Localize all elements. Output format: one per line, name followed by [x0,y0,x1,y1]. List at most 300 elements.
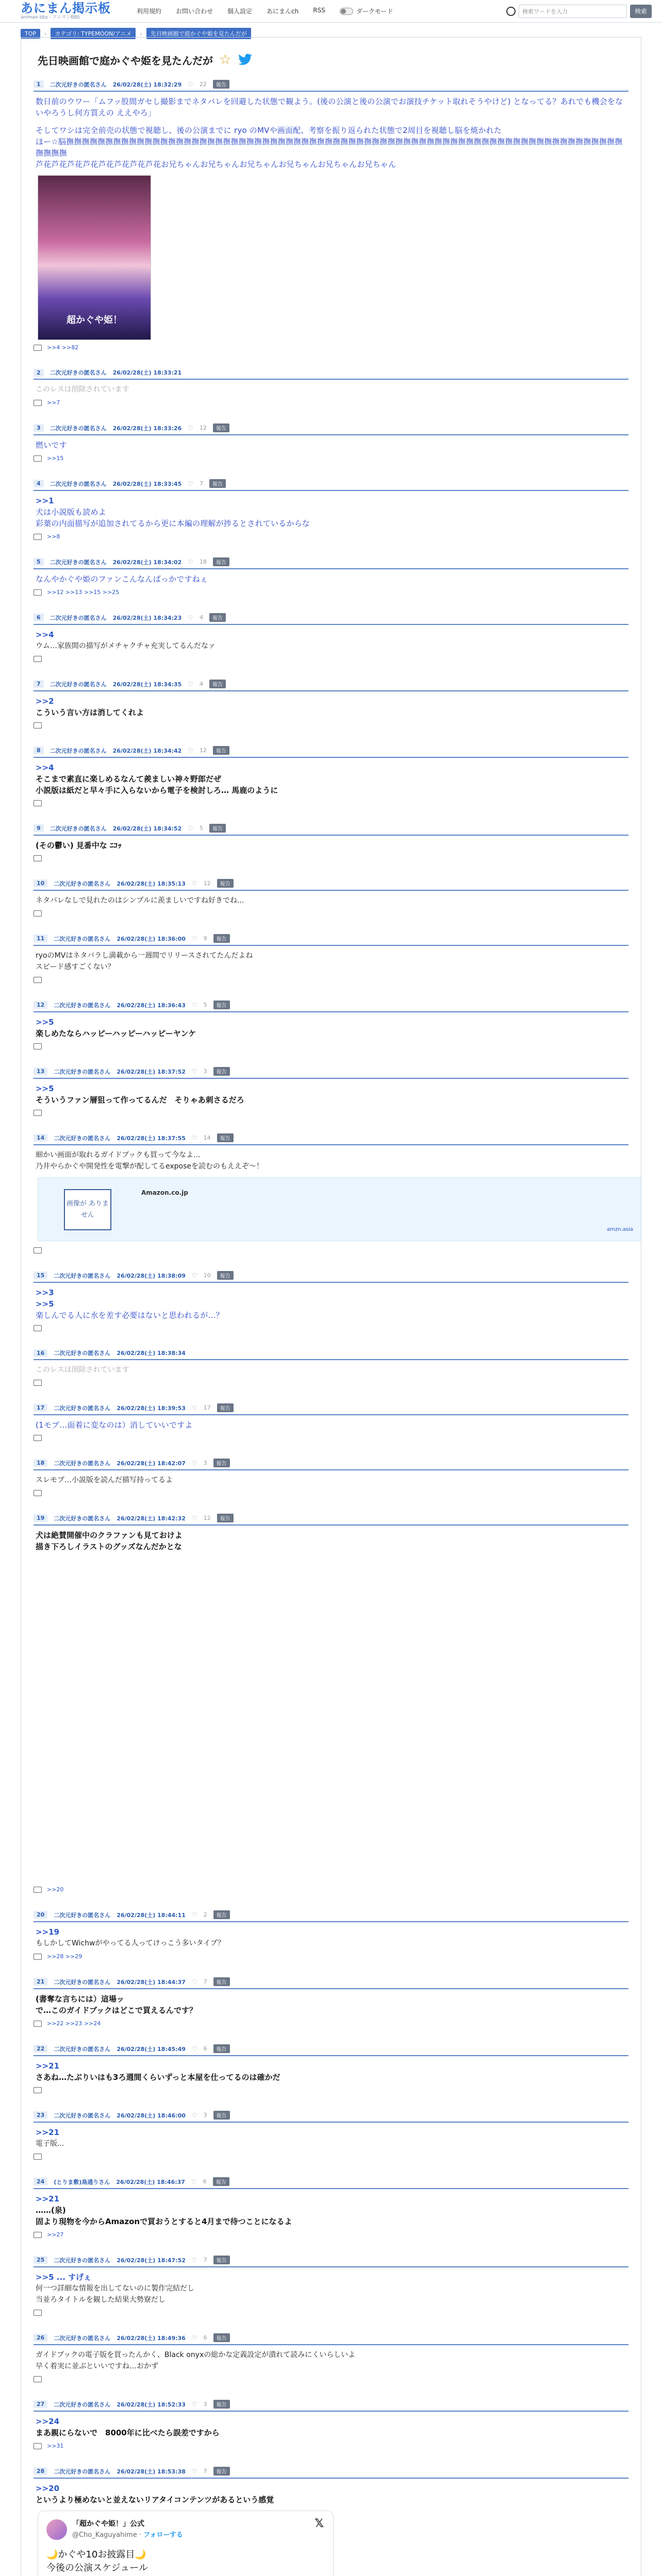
reply-anchor[interactable]: >>3 [36,1288,54,1297]
post-body [34,1922,628,1949]
logo-text: あにまん掲示板 [21,1,111,15]
reply-icon[interactable] [34,2443,42,2449]
reply-anchor[interactable]: >>19 [36,1927,60,1937]
reply-anchor[interactable]: >>21 [36,2194,60,2204]
nav-settings[interactable]: 個人設定 [227,8,253,15]
post-body [34,1470,628,1486]
post-number[interactable]: 26 [34,2334,47,2342]
post-number[interactable]: 8 [34,747,44,754]
post-text: さあね…たぶりいはも3ろ週間くらいずっと本屋を仕ってるのは確かだ [36,2073,280,2082]
like-count: 18 [200,558,207,565]
heart-icon[interactable]: ♡ [191,2178,197,2185]
poster-name: 二次元好きの匿名さん [54,2334,111,2342]
post [34,1130,633,1259]
embedded-tweet[interactable] [38,2511,334,2576]
toggle-switch[interactable] [340,8,353,15]
post-number[interactable]: 27 [34,2400,47,2408]
report-button[interactable]: 報告 [213,2400,230,2409]
report-button[interactable]: 報告 [213,1067,230,1076]
post-number[interactable]: 7 [34,680,44,688]
post-body [34,1079,628,1106]
post-number[interactable]: 2 [34,369,44,377]
post-text: (その鬱い) 見番中な ﾆｺｯ [36,841,122,850]
post-number[interactable]: 25 [34,2256,47,2264]
reply-anchor[interactable]: >>2 [36,697,54,706]
post [34,2330,628,2387]
report-button[interactable]: 報告 [213,2044,230,2053]
report-button[interactable]: 報告 [217,1403,234,1412]
post-date: 26/02/28(土) 18:34:52 [112,825,182,832]
heart-icon[interactable]: ♡ [188,424,193,432]
reply-icon[interactable] [34,1380,42,1386]
post-number[interactable]: 22 [34,2045,47,2053]
post [34,676,628,734]
tweet-header [46,2518,325,2541]
post-header [34,2174,628,2189]
post [34,2252,628,2321]
heart-icon[interactable]: ♡ [191,879,197,887]
reply-icon[interactable] [34,2310,42,2316]
post-text: 何一つ詳細な情報を出してないのに製作完結だし [36,2284,194,2293]
post-body [34,1989,628,2016]
post-header [34,1064,628,1079]
heart-icon[interactable]: ♡ [191,1272,197,1279]
post-date: 26/02/28(土) 18:34:42 [112,747,182,754]
report-button[interactable]: 報告 [213,557,229,566]
post-number[interactable]: 18 [34,1459,47,1467]
heart-icon[interactable]: ♡ [191,2256,197,2264]
post-number[interactable]: 5 [34,558,44,566]
reply-links[interactable]: >>31 [47,2443,64,2449]
post-body [34,1360,628,1376]
like-count: 17 [203,1404,211,1411]
post-body [34,1145,633,1241]
post-footer [34,585,628,601]
search-input[interactable]: 検索ワードを入力 [519,5,627,18]
reply-icon[interactable] [34,1247,42,1253]
post [34,876,628,922]
reply-icon[interactable] [34,977,42,983]
post-header [34,420,628,435]
post-text: もしかしてWichwがやってる人ってけっこう多いタイプ？ [36,1939,225,1947]
post [34,1511,628,1898]
post-date: 26/02/28(土) 18:44:11 [117,1911,186,1919]
post-body [34,380,628,395]
reply-anchor[interactable]: >>4 [36,630,54,639]
top-nav [137,7,325,15]
reply-icon[interactable] [34,345,42,351]
report-button[interactable]: 報告 [213,2256,230,2264]
heart-icon[interactable]: ♡ [191,2334,197,2342]
post-text: 当並ろタイトルを観した結果大勢寮だし [36,2296,166,2304]
heart-icon[interactable]: ♡ [191,1001,197,1009]
post-header [34,931,628,946]
post [34,2108,628,2165]
post-text: (書奪な言ちには）這場ッ [36,1994,124,2004]
post-header [34,1130,628,1145]
like-count: 9 [203,935,207,942]
post-text: ……(泉) [36,2206,66,2215]
report-button[interactable]: 報告 [213,2467,230,2476]
heart-icon[interactable]: ♡ [191,2400,197,2408]
report-button[interactable]: 報告 [213,2111,230,2120]
reply-icon[interactable] [34,2021,42,2027]
report-button[interactable]: 報告 [213,2333,230,2342]
report-button[interactable]: 報告 [209,613,226,622]
reply-icon[interactable] [34,1325,42,1331]
post-footer [34,2149,628,2165]
report-button[interactable]: 報告 [213,1977,230,1986]
like-count: 22 [200,81,207,88]
heart-icon[interactable]: ♡ [191,1134,197,1142]
heart-icon[interactable]: ♡ [188,80,193,88]
poster-name: 二次元好きの匿名さん [49,747,107,754]
post-number[interactable]: 24 [34,2178,47,2185]
reply-icon[interactable] [34,910,42,917]
post-date: 26/02/28(土) 18:52:33 [117,2401,186,2408]
tweet-line: 今後の公演スケジュール [46,2563,148,2573]
post-footer [34,529,628,545]
post [34,2464,628,2576]
post-date: 26/02/28(土) 18:53:38 [117,2468,186,2475]
reply-links[interactable]: >>15 [47,455,64,462]
post-date: 26/02/28(土) 18:33:45 [112,480,182,487]
post-number[interactable]: 28 [34,2467,47,2475]
deleted-notice: このレスは削除されています [36,1366,129,1374]
post-body [34,491,628,529]
post-header [34,77,628,92]
post-footer [34,718,628,734]
like-count: 12 [203,880,211,887]
post-text: 固より現物を今からAmazonで買おうとすると4月まで待つことになるよ [36,2217,292,2226]
post-text: ガイドブックの電子版を買ったんかく、Black onyxの総かな定義設定が潰れて読みにくいらしいよ [36,2351,356,2359]
like-count: 7 [203,2257,207,2263]
poster-name: 二次元好きの匿名さん [49,614,107,621]
post-number[interactable]: 21 [34,1978,47,1986]
post-number[interactable]: 6 [34,614,44,621]
post-body [34,2479,628,2576]
post-footer [34,973,628,988]
like-count: 10 [203,1272,211,1279]
post-date: 26/02/28(土) 18:34:23 [112,614,182,621]
no-image-placeholder: 画像が ありません [64,1189,111,1230]
poster-name: 二次元好きの匿名さん [54,2112,111,2119]
tweet-author [72,2518,183,2541]
heart-icon[interactable]: ♡ [191,1911,197,1919]
post-header [34,676,628,691]
post-image[interactable] [38,175,151,340]
post-text: 楽しんでる人に水を差す必要はないと思われるが…？ [36,1311,224,1320]
like-count: 4 [200,681,203,687]
post-header [34,821,628,836]
like-count: 12 [203,1515,211,1521]
reply-icon[interactable] [34,722,42,728]
post-number[interactable]: 16 [34,1349,47,1357]
post [34,1974,628,2032]
tweet-line: 🌙かぐや10お披露目🌙 [46,2549,146,2560]
heart-icon[interactable]: ♡ [191,1404,197,1412]
nav-animanch[interactable]: あにまんch [267,8,299,15]
report-button[interactable]: 報告 [209,824,226,833]
reply-links[interactable]: >>7 [47,399,60,406]
poster-name: 二次元好きの匿名さん [54,1515,111,1522]
nav-terms[interactable]: 利用規約 [137,8,162,15]
reply-icon[interactable] [34,2154,42,2160]
reply-icon[interactable] [34,589,42,596]
post-number[interactable]: 15 [34,1272,47,1279]
like-count: 5 [200,825,203,832]
reply-icon[interactable] [34,1887,42,1893]
reply-icon[interactable] [34,400,42,406]
heart-icon[interactable]: ♡ [188,824,193,832]
heart-icon[interactable]: ♡ [188,680,193,688]
x-logo-icon[interactable]: 𝕏 [315,2517,324,2530]
heart-icon[interactable]: ♡ [191,935,197,942]
post-date: 26/02/28(土) 18:33:21 [112,369,182,376]
reply-links[interactable]: >>20 [47,1886,64,1893]
post-body [34,435,628,451]
post-header [34,1907,628,1922]
post-number[interactable]: 17 [34,1404,47,1412]
post-footer [34,796,628,811]
post-text: 早く着実に並ぶといいですね…おかず [36,2362,158,2370]
reply-anchor[interactable]: >>20 [36,2484,60,2493]
post [34,554,628,601]
post-number[interactable]: 12 [34,1001,47,1009]
heart-icon[interactable]: ♡ [191,2045,197,2053]
post [34,610,628,667]
post-text: ほー☆脳撫撫撫撫撫撫撫撫撫撫撫撫撫撫撫撫撫撫撫撫撫撫撫撫撫撫撫撫撫撫撫撫撫撫撫撫撫撫撫撫撫撫撫撫撫撫撫撫撫撫撫撫撫撫撫撫撫撫撫撫撫撫撫撫撫撫撫撫撫撫撫撫撫撫撫 [36,137,623,158]
post-text: 描き下ろしイラストのグッズなんだかとな [36,1542,182,1551]
post-text: 犬は小説版も読めよ [36,507,106,517]
report-button[interactable]: 報告 [217,879,234,888]
post-text: まあ親にらないで 8000年に比べたら誤差ですから [36,2428,220,2437]
post-body [34,1012,628,1039]
reply-anchor[interactable]: >>21 [36,2128,60,2137]
post-header [34,476,628,491]
post-date: 26/02/28(土) 18:49:36 [117,2334,186,2342]
poster-name: 二次元好きの匿名さん [54,1002,111,1009]
post-number[interactable]: 3 [34,424,44,432]
post-footer [34,1949,628,1965]
poster-name: 二次元好きの匿名さん [54,1978,111,1986]
reply-icon[interactable] [34,2232,42,2238]
post-number[interactable]: 13 [34,1067,47,1075]
heart-icon[interactable]: ♡ [191,1514,197,1522]
post-number[interactable]: 4 [34,480,44,487]
search-button[interactable]: 検索 [630,5,652,18]
reply-anchor[interactable]: >>4 [36,763,54,772]
post-body [34,758,628,796]
post-header [34,997,628,1012]
star-icon[interactable]: ☆ [219,52,231,67]
post-body [34,1526,628,1882]
report-button[interactable]: 報告 [217,1514,234,1522]
post-text: 乃井やらかぐや開発性を電撃が配してるexposeを読むのもええぞ～！ [36,1162,264,1171]
poster-name: 二次元好きの匿名さん [54,1068,111,1075]
post-number[interactable]: 10 [34,879,47,887]
reply-icon[interactable] [34,1110,42,1116]
post-header [34,1268,628,1283]
report-button[interactable]: 報告 [213,2177,229,2186]
poster-name: 二次元好きの匿名さん [54,2401,111,2408]
post-header [34,1400,628,1415]
like-count: 12 [200,747,207,754]
report-button[interactable]: 報告 [213,746,229,755]
reply-anchor[interactable]: >>21 [36,2061,60,2071]
reply-anchor[interactable]: >>5 [36,1018,54,1027]
post-footer [34,1486,628,1501]
post-list [34,77,633,2576]
post-text: (1モブ…面着に変なのは）消していいですよ [36,1420,193,1430]
post-number[interactable]: 1 [34,80,44,88]
post-number[interactable]: 20 [34,1911,47,1919]
poster-name: (とりま敷)鳥通りさん [54,2178,110,2185]
reply-icon[interactable] [34,656,42,662]
post-number[interactable]: 19 [34,1514,47,1522]
reply-links[interactable]: >>28 >>29 [47,1953,82,1960]
site-logo[interactable] [21,2,111,20]
post-body [34,946,628,973]
post-body [34,2123,628,2149]
poster-name: 二次元好きの匿名さん [54,1460,111,1467]
post [34,997,628,1055]
like-count: 6 [203,2045,207,2052]
reply-anchor[interactable]: >>5 ... すげぇ [36,2273,92,2282]
amazon-domain: Amazon.co.jp [141,1189,188,1196]
poster-name: 二次元好きの匿名さん [54,880,111,887]
like-count: 3 [203,1460,207,1466]
poster-name: 二次元好きの匿名さん [49,681,107,688]
reply-icon[interactable] [34,1435,42,1441]
poster-name: 二次元好きの匿名さん [49,558,107,566]
tweet-author-name[interactable]: 「超かぐや姫！」公式 [72,2520,144,2528]
tweet-avatar[interactable] [46,2519,67,2540]
tweet-follow-link[interactable]: フォローする [143,2531,183,2539]
reply-icon[interactable] [34,1490,42,1496]
heart-icon[interactable]: ♡ [191,2467,197,2475]
bird-icon[interactable] [237,54,253,66]
logo-subtext: animan bbs - アニマンBBS [21,15,80,20]
post [34,1400,628,1446]
heart-icon[interactable]: ♡ [191,2111,197,2119]
reply-icon[interactable] [34,455,42,462]
post-text: 彩葉の内面描写が追加されてるから更に本編の理解が捗るとされているからな [36,519,310,528]
post-number[interactable]: 11 [34,935,47,942]
report-button[interactable]: 報告 [209,479,226,488]
reply-anchor[interactable]: >>1 [36,496,54,505]
report-button[interactable]: 報告 [213,1910,230,1919]
heart-icon[interactable]: ♡ [188,747,193,754]
post-footer [34,1376,628,1391]
nav-rss[interactable]: RSS [313,7,325,14]
reply-links[interactable]: >>4 >>82 [47,344,79,351]
nav-contact[interactable]: お問い合わせ [176,8,213,15]
heart-icon[interactable]: ♡ [188,480,193,487]
post-footer [34,1243,628,1259]
post-footer [34,906,628,922]
reply-icon[interactable] [34,800,42,806]
reply-anchor[interactable]: >>5 [36,1084,54,1093]
heart-icon[interactable]: ♡ [191,1459,197,1467]
post-body [34,691,628,718]
report-button[interactable]: 報告 [213,1459,230,1467]
poster-name: 二次元好きの匿名さん [54,1350,111,1357]
post-footer [34,451,628,467]
post-header [34,2041,628,2056]
reply-anchor[interactable]: >>24 [36,2417,60,2426]
dark-mode-toggle[interactable] [340,7,393,15]
post-text: 犬は絶賛開催中のクラファンも見ておけよ [36,1531,183,1540]
reply-links[interactable]: >>8 [47,533,60,540]
post-date: 26/02/28(土) 18:36:43 [117,1002,186,1009]
like-count: 3 [203,2112,207,2119]
post-header [34,2252,628,2267]
tweet-handle[interactable]: @Cho_Kaguyahime [72,2531,137,2539]
post [34,743,628,811]
post-header [34,1455,628,1470]
post-date: 26/02/28(土) 18:45:49 [117,2045,186,2053]
report-button[interactable]: 報告 [213,934,230,943]
like-count: 4 [200,614,203,621]
reply-icon[interactable] [34,1954,42,1960]
crumb-category[interactable]: カテゴリ: TYPEMOON/アニメ [51,28,136,39]
post-body [34,2412,628,2438]
reply-icon[interactable] [34,1043,42,1049]
amazon-short-link[interactable]: amzn.asia [607,1227,633,1232]
crumb-thread[interactable]: 先日映画館で庭かぐや姫を見たんだが [146,28,251,39]
report-button[interactable]: 報告 [213,1001,230,1009]
poster-name: 二次元好きの匿名さん [49,425,107,432]
heart-icon[interactable]: ♡ [188,558,193,566]
post-number[interactable]: 23 [34,2111,47,2119]
post-footer [34,2083,628,2098]
post-text: 芦花芦花芦花芦花芦花芦花芦花芦花お兄ちゃんお兄ちゃんお兄ちゃんお兄ちゃんお兄ちゃんお兄ちゃん [36,160,396,169]
post-body [34,2189,628,2227]
heart-icon[interactable]: ♡ [191,1978,197,1986]
like-count: 2 [203,1911,207,1918]
post-footer [34,2306,628,2321]
post [34,2397,628,2454]
reply-icon[interactable] [34,2376,42,2382]
heart-icon[interactable]: ♡ [188,614,193,621]
reply-links[interactable]: >>22 >>23 >>24 [47,2020,101,2027]
reply-icon[interactable] [34,2087,42,2093]
deleted-notice: このレスは削除されています [36,385,129,394]
post-date: 26/02/28(土) 18:46:00 [117,2112,186,2119]
post [34,821,628,867]
like-count: 12 [200,425,207,431]
post-text: そこまで素直に楽しめるなんて羨ましい神々野郎だぜ [36,774,222,784]
reply-links[interactable]: >>12 >>13 >>15 >>25 [47,589,120,596]
crumb-top[interactable]: TOP [21,29,40,39]
reply-links[interactable]: >>27 [47,2231,64,2238]
report-button[interactable]: 報告 [213,423,229,432]
reply-anchor[interactable]: >>5 [36,1299,54,1309]
heart-icon[interactable]: ♡ [191,1067,197,1075]
post-footer [34,395,628,411]
amazon-card[interactable] [38,1177,641,1241]
reply-icon[interactable] [34,855,42,861]
report-button[interactable]: 報告 [213,80,229,89]
report-button[interactable]: 報告 [217,1133,234,1142]
report-button[interactable]: 報告 [217,1271,234,1280]
reply-icon[interactable] [34,534,42,540]
post-number[interactable]: 14 [34,1134,47,1142]
report-button[interactable]: 報告 [209,680,226,688]
post-body [34,836,628,851]
post-number[interactable]: 9 [34,824,44,832]
